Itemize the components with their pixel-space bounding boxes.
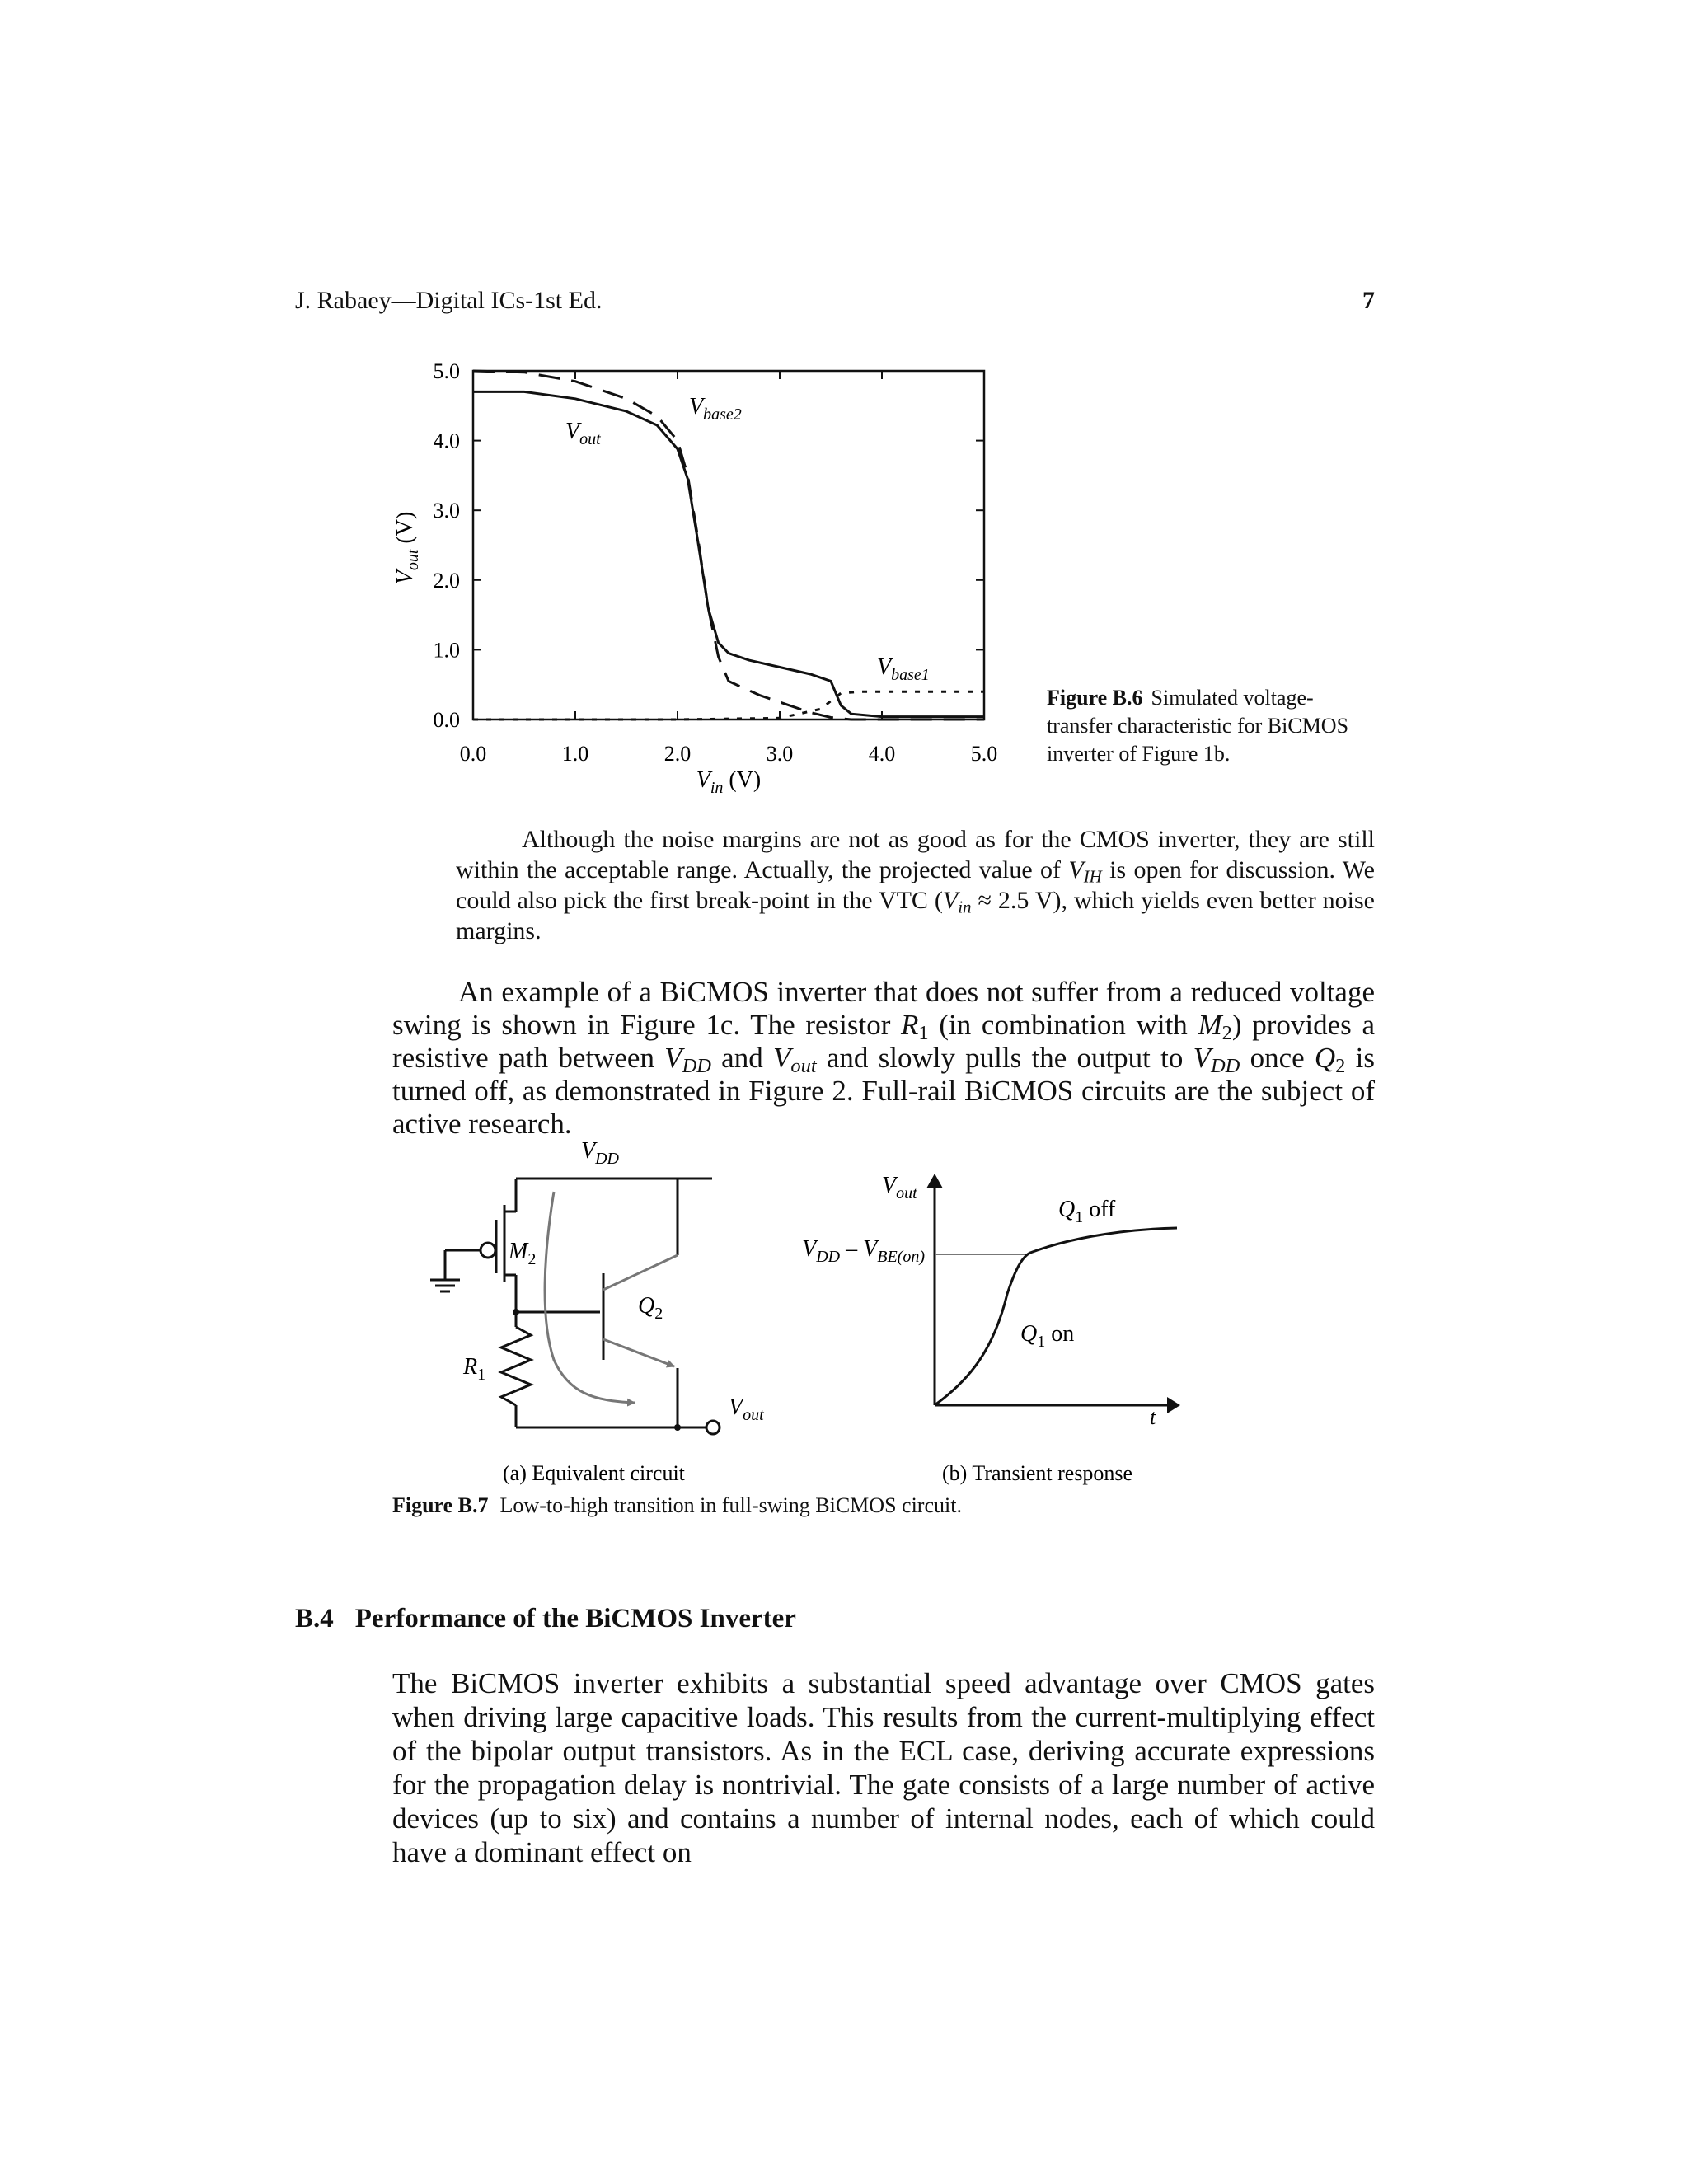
q2-transistor (545, 1192, 678, 1403)
t-axis-arrowhead (1167, 1397, 1180, 1413)
current-arrow (545, 1192, 635, 1403)
paragraph-performance: The BiCMOS inverter exhibits a substantial speed advantage over CMOS gates when driving large capacitive loads. This results from the current-multiplying effect of the bipolar output transistors. As in the ECL case, deriving accurate expressions for the propagation delay is nontrivial. The gate consists of a large number of active devices (up to six) and contains a number of internal nodes, each of which could have a dominant effect on (392, 1667, 1375, 1868)
x-axis-label-v: V (696, 767, 710, 793)
y-tick-label: 2.0 (433, 568, 460, 593)
q2-collector (603, 1255, 678, 1290)
x-axis-label-sub: in (710, 779, 724, 797)
x-tick-label: 4.0 (868, 742, 896, 766)
y-axis-label-unit: (V) (392, 511, 418, 550)
paragraph-noise-margins: Although the noise margins are not as good as for the CMOS inverter, they are still within the acceptable range. Actually, the projected value of $V_{IH}$ is open for discussion. We could also pick the first break-point in the VTC ($V_{in} \approx 2.5$ V), which yields even better noise margins. (456, 826, 1375, 944)
circuit-nodes (513, 1309, 681, 1431)
resistor-r1 (501, 1327, 531, 1405)
label-r1: $R_1$ (463, 1354, 486, 1384)
caption-panel-a: (a) Equivalent circuit (503, 1461, 685, 1485)
x-tick-label: 0.0 (459, 742, 487, 766)
y-tick-label: 4.0 (433, 429, 460, 453)
y-axis-label-sub: out (404, 549, 422, 571)
section-heading (295, 1604, 818, 1634)
paragraph-full-swing: An example of a BiCMOS inverter that does not suffer from a reduced voltage swing is shown in Figure 1c. The resistor $R_1$ (in combination with $M_2$) provides a resistive path between $V_{DD}$ and $V_{out}$ and slowly pulls the output to $V_{DD}$ once $Q_2$ is turned off, as demonstrated in Figure 2. Full-rail BiCMOS circuits are the subject of active research. (392, 976, 1375, 1140)
section-number: B.4 (295, 1604, 334, 1633)
section-title: Performance of the BiCMOS Inverter (354, 1604, 796, 1633)
x-tick-label: 2.0 (663, 742, 692, 766)
label-vbase1-main: V (877, 654, 892, 680)
y-tick-label: 5.0 (433, 359, 460, 383)
label-vdd: $V_{DD}$ (581, 1138, 619, 1168)
label-m2: $M_2$ (509, 1239, 537, 1268)
transient-response (926, 1174, 1180, 1413)
label-vbase1-sub: base1 (891, 666, 930, 684)
y-tick-label: 0.0 (433, 708, 460, 732)
label-t-axis: t (1150, 1405, 1156, 1429)
y-tick-label: 1.0 (433, 638, 460, 663)
x-axis-label-unit: (V) (723, 767, 762, 793)
node-output (674, 1424, 681, 1431)
figure-b7-caption (392, 1493, 962, 1518)
page-number: 7 (1362, 287, 1375, 314)
label-q2: $Q_2$ (638, 1293, 663, 1323)
label-output: $V_{out}$ (729, 1394, 764, 1424)
label-vout-axis: $V_{out}$ (882, 1173, 917, 1202)
x-tick-label: 3.0 (766, 742, 794, 766)
node-base (513, 1309, 519, 1315)
caption-panel-b: (b) Transient response (942, 1461, 1133, 1485)
label-q1-off: $Q_1$ off (1058, 1197, 1116, 1226)
output-terminal (706, 1421, 720, 1434)
label-vout-sub: out (579, 430, 601, 448)
label-vout-main: V (565, 419, 580, 444)
y-axis-label-v: V (392, 570, 418, 585)
label-vdd-vbe: $V_{DD} - V_{BE(on)}$ (802, 1236, 925, 1266)
x-tick-label: 5.0 (970, 742, 998, 766)
figure-b7-caption-text: Low-to-high transition in full-swing BiCMOS circuit. (499, 1493, 962, 1517)
label-vbase2-sub: base2 (703, 405, 742, 424)
label-q1-on: $Q_1$ on (1020, 1321, 1075, 1351)
running-title: J. Rabaey—Digital ICs-1st Ed. (295, 287, 603, 314)
figure-b6-caption-text: Simulated voltage-transfer characteristic for BiCMOS inverter of Figure 1b. (1047, 686, 1349, 766)
label-vbase2-main: V (689, 394, 704, 419)
figure-b6-label: Figure B.6 (1047, 686, 1143, 710)
x-tick-label: 1.0 (561, 742, 589, 766)
equivalent-circuit (430, 1179, 720, 1434)
figure-b7-label: Figure B.7 (392, 1493, 489, 1517)
m2-gate-bubble (481, 1243, 495, 1258)
q2-emitter (603, 1339, 674, 1366)
y-tick-label: 3.0 (433, 499, 460, 523)
vout-axis-arrowhead (926, 1174, 943, 1188)
